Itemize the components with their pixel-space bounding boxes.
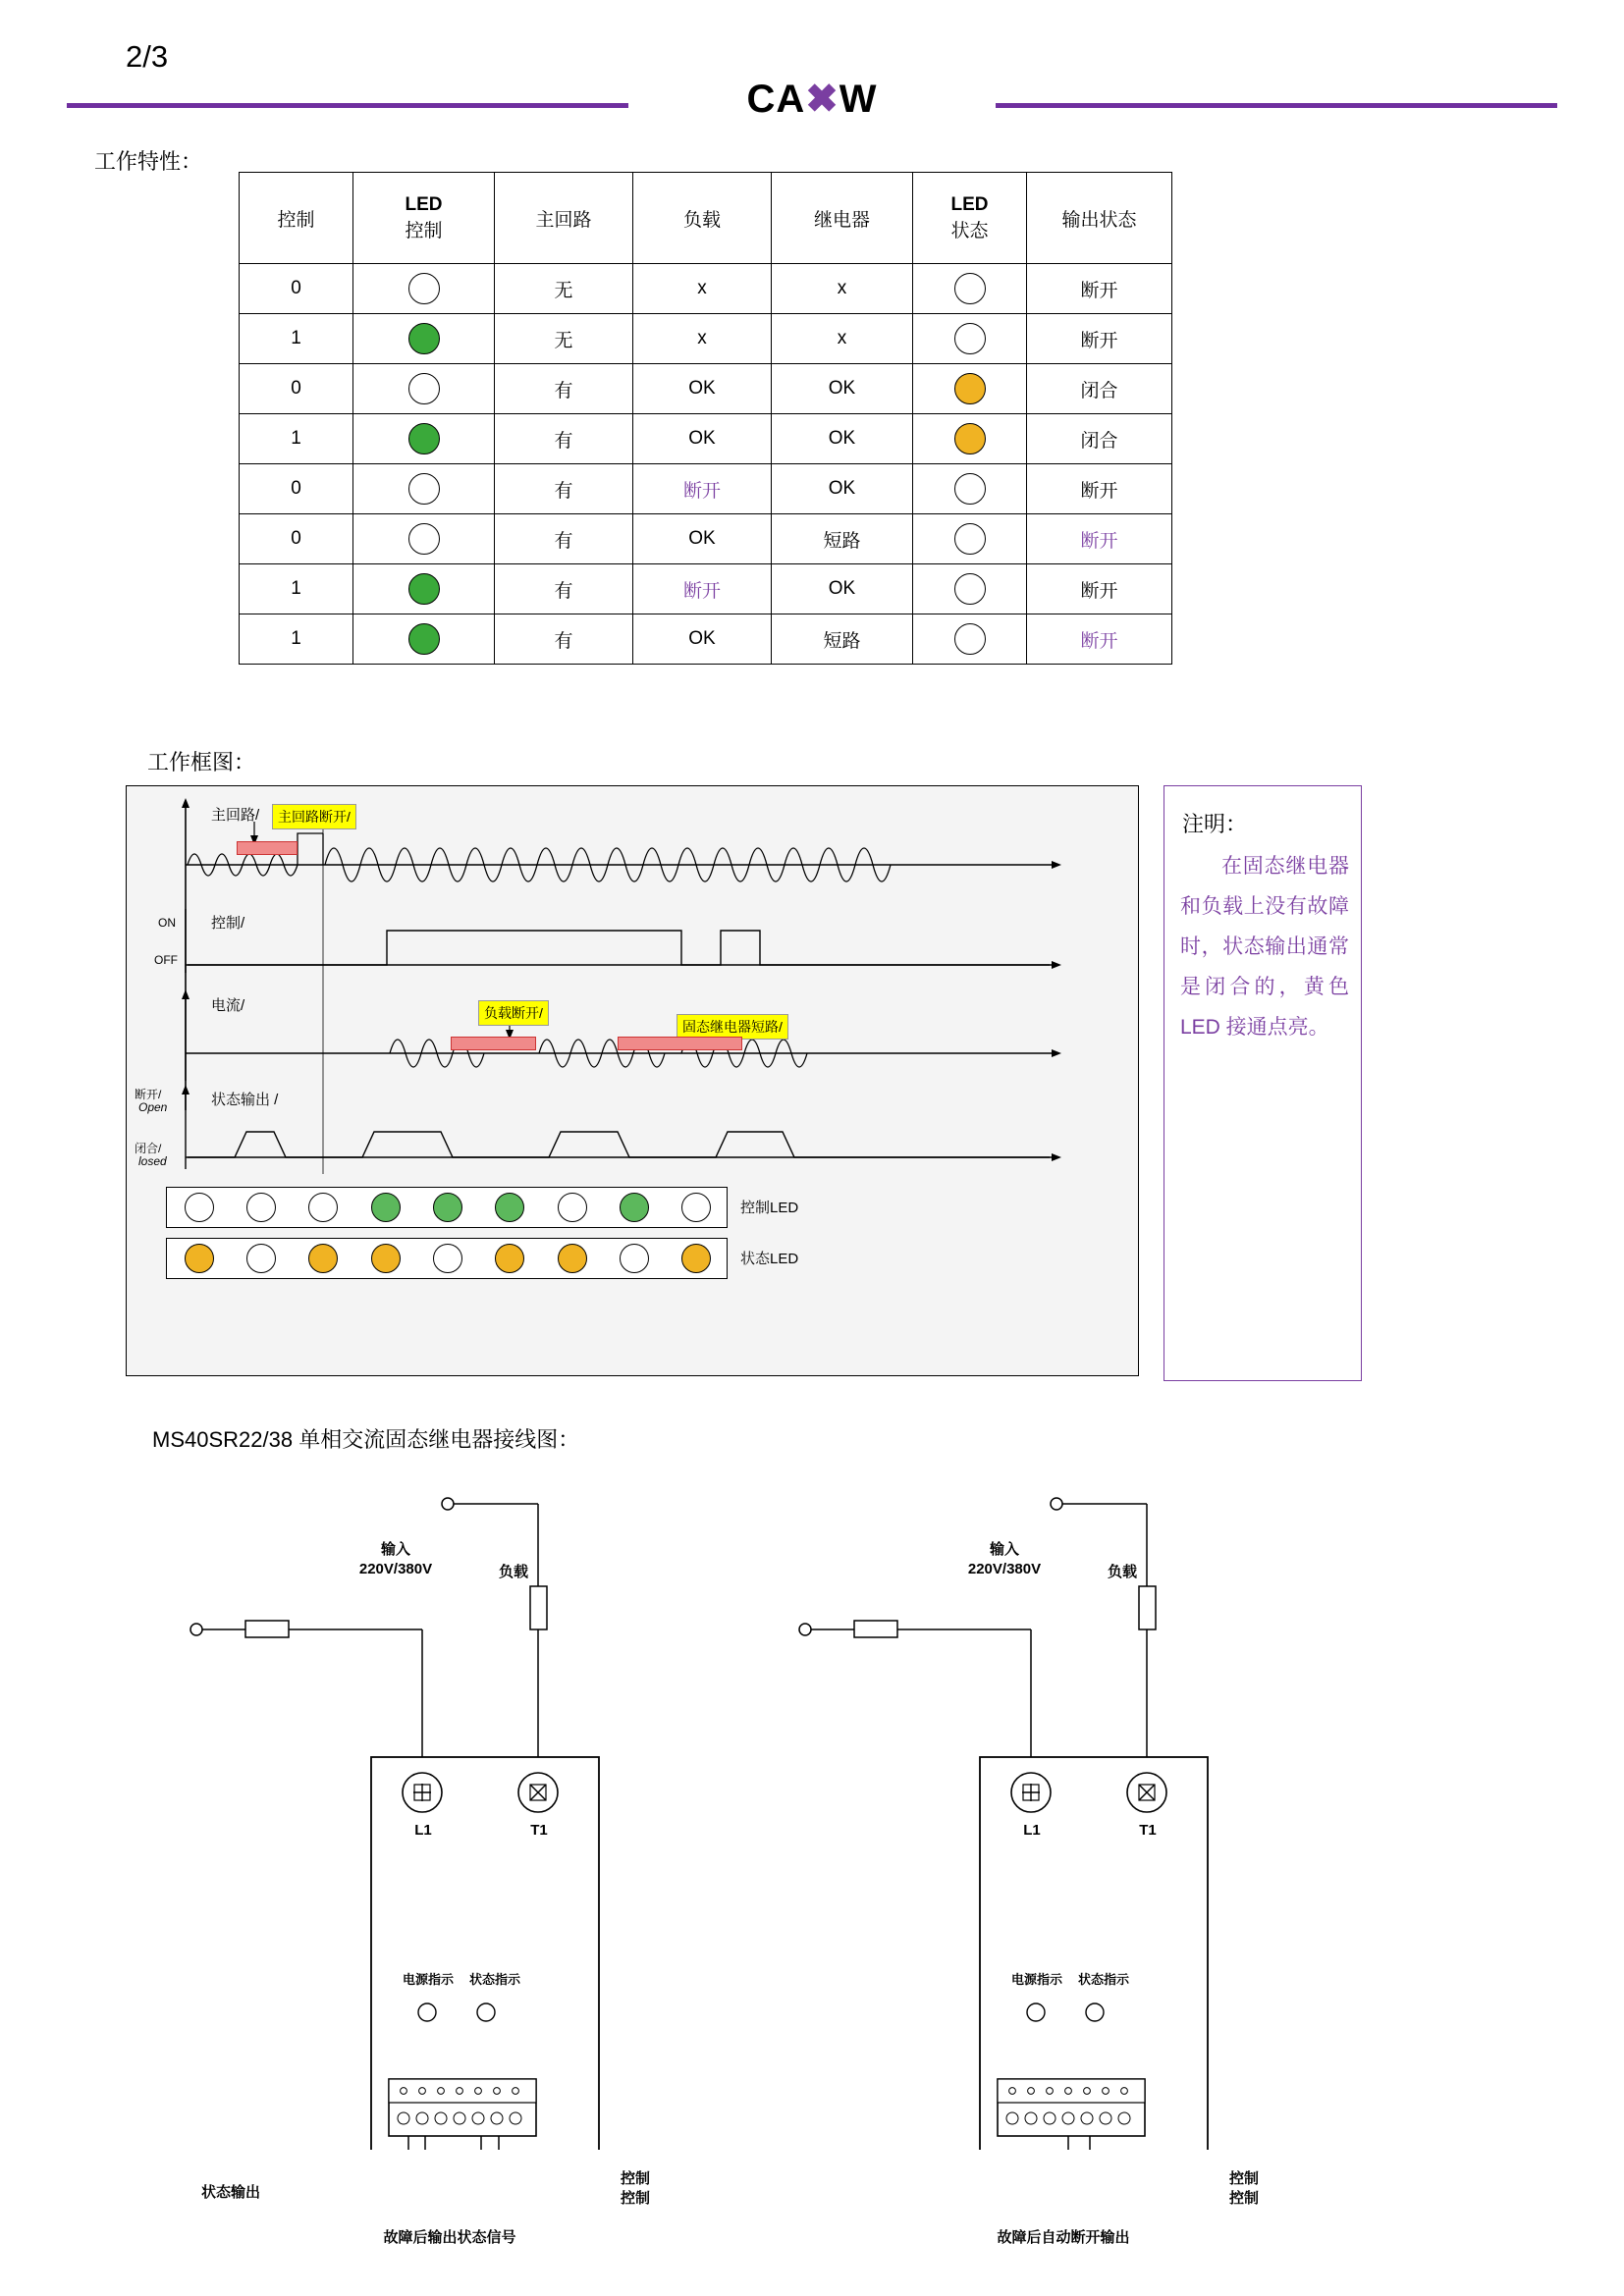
wiring-right-terminal-l1: L1 [1023, 1822, 1041, 1839]
cell-led-status [913, 414, 1027, 464]
col-header-led-status: LED 状态 [913, 173, 1027, 264]
cell-main-circuit: 有 [495, 614, 633, 665]
cell-control: 1 [240, 314, 353, 364]
cell-control: 0 [240, 464, 353, 514]
wiring-right-input-line2: 220V/380V [967, 1561, 1042, 1577]
page-number: 2/3 [126, 39, 169, 74]
cell-load: x [633, 264, 772, 314]
led-indicator [408, 623, 440, 655]
cell-main-circuit: 有 [495, 464, 633, 514]
wiring-right-caption: 故障后自动断开输出 [997, 2229, 1130, 2246]
axis-label-main-circuit: 主回路/ [211, 807, 260, 824]
cell-relay: OK [772, 464, 913, 514]
led-dot [495, 1193, 524, 1222]
brand-mark-icon: ✖ [805, 78, 839, 121]
col-header-relay: 继电器 [772, 173, 913, 264]
cell-relay: x [772, 314, 913, 364]
led-dot [308, 1244, 338, 1273]
cell-led-control [353, 314, 495, 364]
axis-label-open: 断开/ [135, 1088, 162, 1101]
cell-main-circuit: 有 [495, 564, 633, 614]
characteristics-label: 工作特性： [94, 149, 203, 174]
cell-relay: OK [772, 364, 913, 414]
led-dot [185, 1193, 214, 1222]
led-indicator [954, 423, 986, 454]
cell-load: OK [633, 614, 772, 665]
led-indicator [408, 323, 440, 354]
cell-output-status: 断开 [1027, 264, 1172, 314]
brand-text-right: W [839, 78, 878, 121]
cell-control: 0 [240, 264, 353, 314]
led-row-control [166, 1187, 728, 1228]
wiring-diagrams [126, 1463, 1500, 2246]
cell-led-status [913, 514, 1027, 564]
led-indicator [408, 473, 440, 505]
note-title: 注明： [1182, 812, 1248, 836]
note-body: 在固态继电器和负载上没有故障时，状态输出通常是闭合的，黄色 LED 接通点亮。 [1180, 855, 1349, 1039]
waveform-svg [127, 786, 1138, 1375]
wiring-right-control-label-2: 控制 [1229, 2190, 1260, 2207]
header-rule-left [67, 103, 628, 108]
header-rule-right [996, 103, 1557, 108]
cell-output-status: 闭合 [1027, 364, 1172, 414]
led-dot [246, 1193, 276, 1222]
wiring-left-indicator-status: 状态指示 [468, 1972, 520, 1987]
led-dot [620, 1244, 649, 1273]
led-row-status [166, 1238, 728, 1279]
col-header-main-circuit: 主回路 [495, 173, 633, 264]
marker-bar-main [237, 841, 298, 855]
cell-control: 0 [240, 364, 353, 414]
led-row-control-caption: 控制LED [740, 1200, 799, 1216]
cell-control: 1 [240, 564, 353, 614]
table-body [240, 264, 1172, 665]
table-row [240, 464, 1172, 514]
led-dot [558, 1244, 587, 1273]
cell-main-circuit: 无 [495, 314, 633, 364]
led-indicator [954, 623, 986, 655]
led-dot [558, 1193, 587, 1222]
cell-led-control [353, 414, 495, 464]
led-indicator [954, 373, 986, 404]
cell-main-circuit: 无 [495, 264, 633, 314]
led-indicator [408, 523, 440, 555]
cell-led-control [353, 614, 495, 665]
brand-text-left: CA [746, 78, 806, 121]
table-row [240, 264, 1172, 314]
table-row [240, 314, 1172, 364]
cell-output-status: 断开 [1027, 514, 1172, 564]
callout-main-circuit-open: 主回路断开/ [272, 804, 356, 829]
cell-led-status [913, 314, 1027, 364]
cell-led-control [353, 464, 495, 514]
wiring-right-input-line1: 输入 [989, 1541, 1019, 1558]
axis-label-off: OFF [154, 953, 178, 967]
cell-led-status [913, 364, 1027, 414]
axis-label-closed-en: losed [138, 1154, 167, 1168]
wiring-left-indicator-power: 电源指示 [402, 1972, 454, 1987]
cell-relay: OK [772, 414, 913, 464]
wiring-right-terminal-t1: T1 [1139, 1822, 1157, 1839]
cell-led-status [913, 264, 1027, 314]
table-row [240, 614, 1172, 665]
col-header-output-status: 输出状态 [1027, 173, 1172, 264]
led-dot [433, 1244, 462, 1273]
block-diagram-inner [127, 786, 1138, 1375]
axis-label-control: 控制/ [211, 915, 245, 932]
wiring-left-control-label-1: 控制 [621, 2170, 651, 2187]
cell-led-control [353, 364, 495, 414]
led-dot [681, 1193, 711, 1222]
block-diagram-label: 工作框图： [147, 750, 256, 774]
wiring-left-input-line1: 输入 [380, 1541, 410, 1558]
marker-bar-relay [618, 1037, 742, 1050]
wiring-left-control-label-2: 控制 [621, 2190, 651, 2207]
col-header-load: 负载 [633, 173, 772, 264]
led-indicator [408, 573, 440, 605]
cell-control: 0 [240, 514, 353, 564]
led-dot [681, 1244, 711, 1273]
led-dot [371, 1244, 401, 1273]
cell-output-status: 闭合 [1027, 414, 1172, 464]
led-indicator [954, 323, 986, 354]
cell-relay: 短路 [772, 514, 913, 564]
led-indicator [408, 373, 440, 404]
note-box [1164, 785, 1362, 1381]
cell-relay: OK [772, 564, 913, 614]
wiring-left-terminal-l1: L1 [414, 1822, 432, 1839]
led-dot [308, 1193, 338, 1222]
cell-output-status: 断开 [1027, 464, 1172, 514]
cell-main-circuit: 有 [495, 514, 633, 564]
led-indicator [954, 473, 986, 505]
callout-load-open: 负载断开/ [478, 1000, 549, 1026]
col-header-control: 控制 [240, 173, 353, 264]
axis-label-closed: 闭合/ [135, 1142, 162, 1155]
cell-load: OK [633, 364, 772, 414]
cell-load: OK [633, 414, 772, 464]
table-row [240, 364, 1172, 414]
cell-led-control [353, 564, 495, 614]
wiring-right-indicator-power: 电源指示 [1010, 1972, 1062, 1987]
led-indicator [954, 523, 986, 555]
cell-output-status: 断开 [1027, 564, 1172, 614]
cell-relay: 短路 [772, 614, 913, 665]
wiring-right-load-label: 负载 [1107, 1564, 1137, 1580]
led-row-status-caption: 状态LED [740, 1251, 799, 1267]
col-header-led-control: LED 控制 [353, 173, 495, 264]
axis-label-open-en: Open [138, 1100, 168, 1114]
cell-load: x [633, 314, 772, 364]
characteristics-table [239, 172, 1172, 665]
cell-output-status: 断开 [1027, 314, 1172, 364]
callout-relay-short: 固态继电器短路/ [677, 1014, 788, 1040]
cell-load: 断开 [633, 464, 772, 514]
led-indicator [954, 573, 986, 605]
wiring-left-terminal-t1: T1 [530, 1822, 548, 1839]
cell-load: 断开 [633, 564, 772, 614]
led-dot [185, 1244, 214, 1273]
block-diagram [126, 785, 1139, 1376]
brand-logo [0, 77, 1624, 122]
led-dot [495, 1244, 524, 1273]
cell-control: 1 [240, 614, 353, 665]
wiring-left-status-output-label: 状态输出 [200, 2184, 260, 2201]
wiring-right-indicator-status: 状态指示 [1077, 1972, 1129, 1987]
wiring-right-control-label-1: 控制 [1229, 2170, 1260, 2187]
marker-bar-load [451, 1037, 536, 1050]
table-header [240, 173, 1172, 264]
wiring-left-input-line2: 220V/380V [358, 1561, 433, 1577]
led-indicator [408, 423, 440, 454]
led-indicator [954, 273, 986, 304]
wiring-label: MS40SR22/38 单相交流固态继电器接线图： [152, 1427, 580, 1452]
axis-label-current: 电流/ [211, 997, 245, 1014]
cell-led-status [913, 464, 1027, 514]
cell-led-control [353, 514, 495, 564]
cell-led-status [913, 564, 1027, 614]
cell-led-status [913, 614, 1027, 665]
led-dot [246, 1244, 276, 1273]
cell-control: 1 [240, 414, 353, 464]
cell-relay: x [772, 264, 913, 314]
table-row [240, 414, 1172, 464]
cell-output-status: 断开 [1027, 614, 1172, 665]
cell-led-control [353, 264, 495, 314]
wiring-left-load-label: 负载 [498, 1564, 528, 1580]
cell-load: OK [633, 514, 772, 564]
wiring-left-caption: 故障后输出状态信号 [383, 2229, 516, 2246]
table-row [240, 514, 1172, 564]
led-indicator [408, 273, 440, 304]
led-dot [620, 1193, 649, 1222]
cell-main-circuit: 有 [495, 364, 633, 414]
cell-main-circuit: 有 [495, 414, 633, 464]
axis-label-status-output: 状态输出 / [211, 1092, 279, 1108]
characteristics-table-wrap [239, 172, 1172, 665]
led-dot [433, 1193, 462, 1222]
table-row [240, 564, 1172, 614]
axis-label-on: ON [158, 916, 176, 930]
led-dot [371, 1193, 401, 1222]
